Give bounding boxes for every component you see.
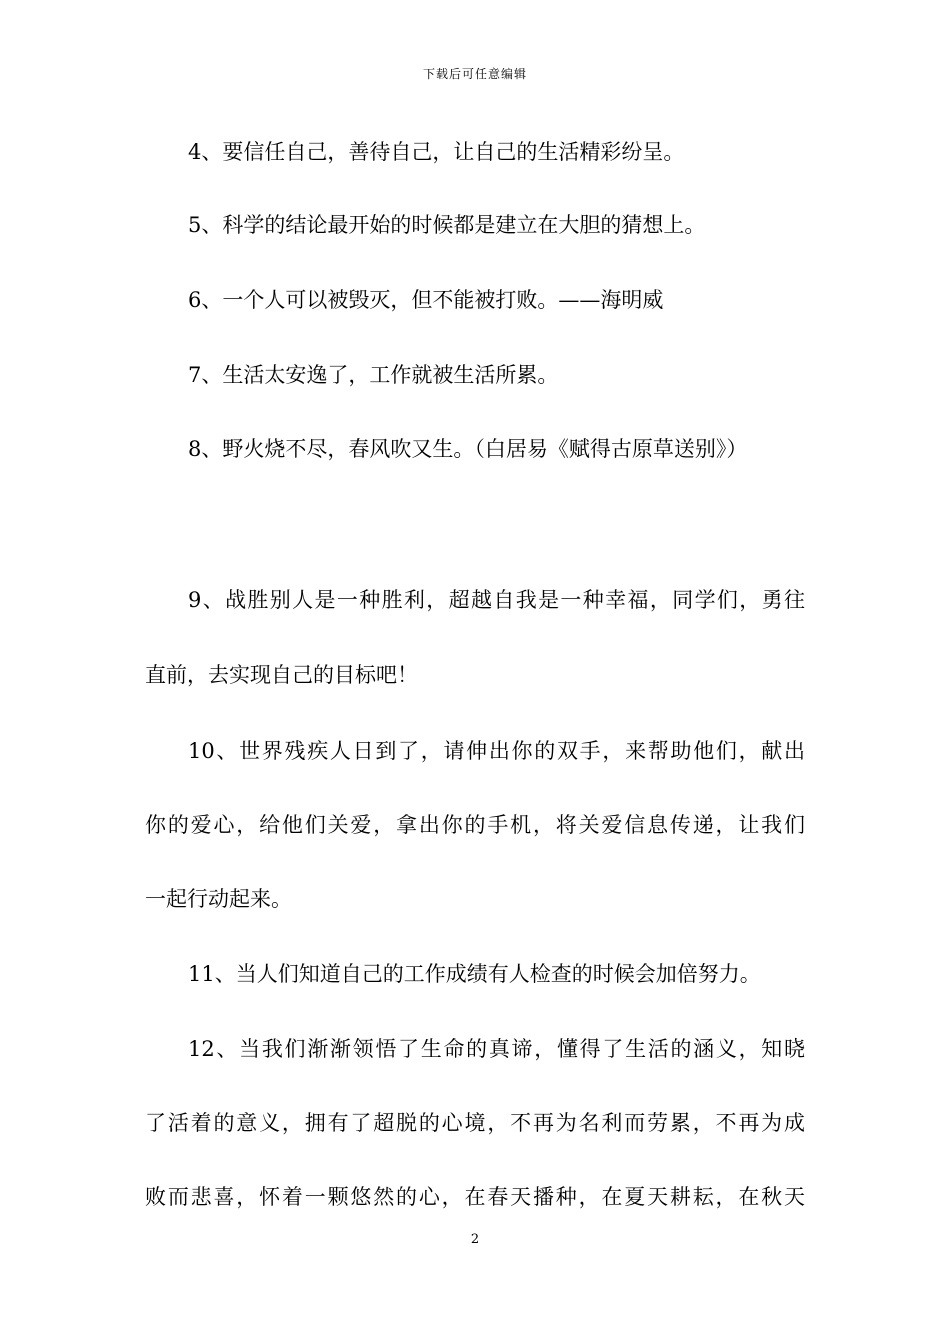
page-number: 2 [470, 1232, 480, 1247]
quote-12-line-2: 了活着的意义，拥有了超脱的心境，不再为名利而劳累，不再为成 [145, 1111, 805, 1135]
quote-7-line-1: 7、生活太安逸了，工作就被生活所累。 [188, 363, 559, 387]
quote-10-line-3: 一起行动起来。 [145, 887, 292, 911]
quote-6-line-1: 6、一个人可以被毁灭，但不能被打败。——海明威 [188, 288, 664, 312]
page-header: 下载后可任意编辑 [422, 67, 527, 81]
quote-9-line-1: 9、战胜别人是一种胜利，超越自我是一种幸福，同学们，勇往 [188, 588, 805, 612]
quote-4-line-1: 4、要信任自己，善待自己，让自己的生活精彩纷呈。 [188, 140, 685, 164]
quote-11-line-1: 11、当人们知道自己的工作成绩有人检查的时候会加倍努力。 [188, 962, 761, 986]
quote-9-line-2: 直前，去实现自己的目标吧！ [145, 663, 418, 687]
quote-8-line-1: 8、野火烧不尽，春风吹又生。（白居易《赋得古原草送别》） [188, 437, 748, 461]
quote-12-line-1: 12、当我们渐渐领悟了生命的真谛，懂得了生活的涵义，知晓 [188, 1037, 805, 1061]
quote-12-line-3: 败而悲喜，怀着一颗悠然的心，在春天播种，在夏天耕耘，在秋天 [145, 1185, 805, 1209]
quote-5-line-1: 5、科学的结论最开始的时候都是建立在大胆的猜想上。 [188, 213, 706, 237]
quote-10-line-2: 你的爱心，给他们关爱，拿出你的手机，将关爱信息传递，让我们 [145, 813, 805, 837]
quote-10-line-1: 10、世界残疾人日到了，请伸出你的双手，来帮助他们，献出 [188, 739, 805, 763]
